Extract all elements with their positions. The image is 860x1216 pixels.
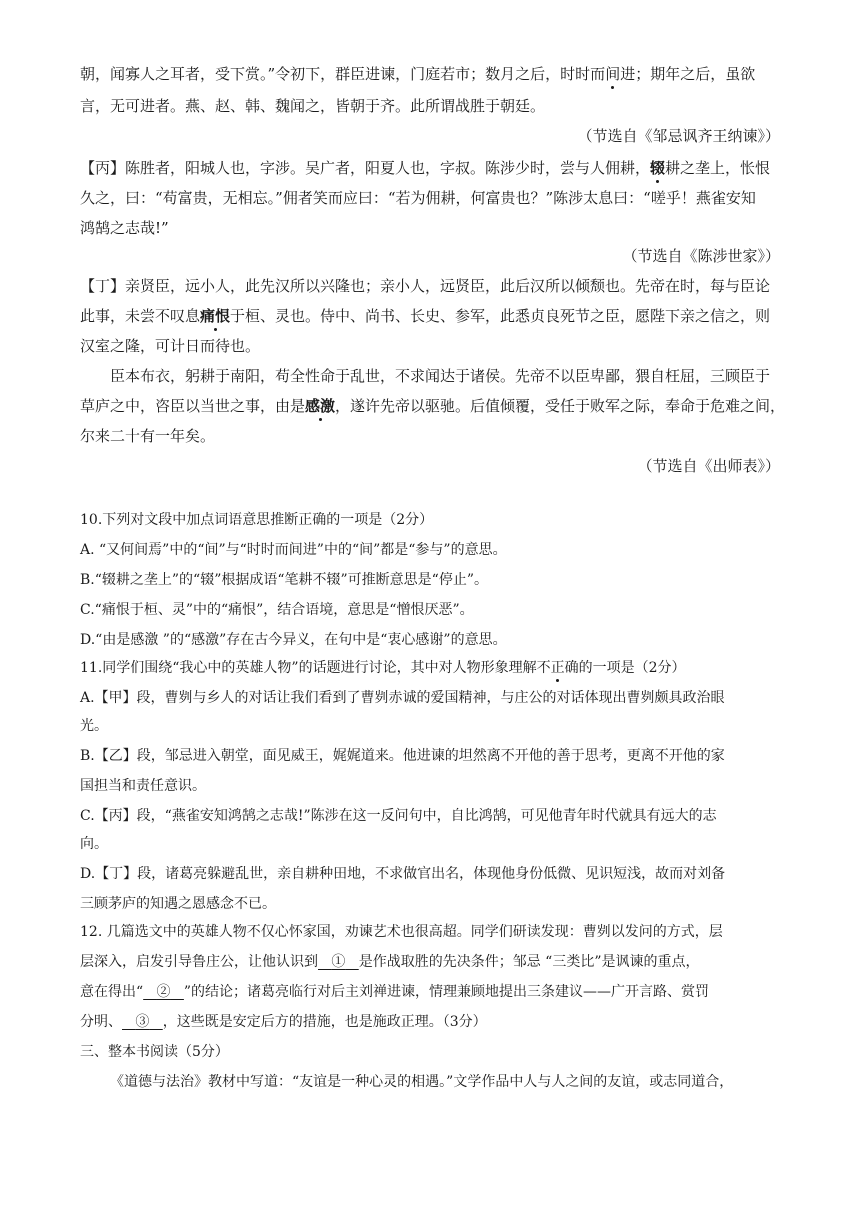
ding-source: （节选自《出师表》） (637, 457, 780, 475)
q11-option-c-line-2: 向。 (80, 836, 108, 852)
q10-stem: 10.下列对文段中加点词语意思推断正确的一项是（2分） (80, 512, 434, 528)
bing-line-1: 【丙】陈胜者，阳城人也，字涉。吴广者，阳夏人也，字叔。陈涉少时，尝与人佣耕，辍耕之垄上，怅恨 (80, 159, 771, 177)
ding-line-4: 臣本布衣，躬耕于南阳，苟全性命于乱世，不求闻达于诸侯。先帝不以臣卑鄙，猥自枉屈，三顾臣于 (110, 367, 771, 385)
q12-line-1: 12. 几篇选文中的英雄人物不仅心怀家国，劝谏艺术也很高超。同学们研读发现：曹刿以发问的方式，层 (80, 924, 723, 940)
jia-line-1: 朝，闻寡人之耳者，受下赏。”令初下，群臣进谏，门庭若市；数月之后，时时而间进；期年之后，虽欲 (80, 65, 756, 83)
bing-source: （节选自《陈涉世家》） (622, 247, 780, 265)
q12-line-3: 意在得出“ ② ”的结论；诸葛亮临行对后主刘禅进谏，情理兼顾地提出三条建议——广开言路、赏罚 (80, 984, 710, 1000)
ding-line-1: 【丁】亲贤臣，远小人，此先汉所以兴隆也；亲小人，远贤臣，此后汉所以倾颓也。先帝在时，每与臣论 (80, 277, 771, 295)
q11-stem: 11.同学们围绕“我心中的英雄人物”的话题进行讨论，其中对人物形象理解不正确的一项是（2分） (80, 660, 686, 676)
q10-option-c: C.“痛恨于桓、灵”中的“痛恨”，结合语境，意思是“憎恨厌恶”。 (80, 602, 474, 618)
dotted-word-ganji: 感激 (305, 397, 336, 415)
ding-line-2: 此事，未尝不叹息痛恨于桓、灵也。侍中、尚书、长史、参军，此悉贞良死节之臣，愿陛下亲之信之，则 (80, 307, 771, 325)
q10-option-d: D.“由是感激 ”的“感激”存在古今异义，在句中是“衷心感谢”的意思。 (80, 632, 507, 648)
ding-line-6: 尔来二十有一年矣。 (80, 427, 216, 445)
ding-line-5: 草庐之中，咨臣以当世之事，由是感激，遂许先帝以驱驰。后值倾覆，受任于败军之际，奉命于危难之间， (80, 397, 786, 415)
q11-option-c-line-1: C.【丙】段，“燕雀安知鸿鹄之志哉!”陈涉在这一反问句中，自比鸿鹄，可见他青年时代就具有远大的志 (80, 808, 717, 824)
q11-option-b-line-2: 国担当和责任意识。 (80, 778, 206, 794)
dotted-word-tonghen: 痛恨 (200, 307, 231, 325)
section-3-heading: 三、整本书阅读（5分） (80, 1044, 229, 1060)
blank-1[interactable]: ① (331, 954, 346, 970)
bing-line-2: 久之，曰：“苟富贵，无相忘。”佣者笑而应曰：“若为佣耕，何富贵也？”陈涉太息曰：“嗟乎！燕雀安知 (80, 189, 756, 207)
q10-option-a: A. “又何间焉”中的“间”与“时时而间进”中的“间”都是“参与”的意思。 (80, 542, 507, 558)
q12-line-4: 分明、 ③ ，这些既是安定后方的措施，也是施政正理。（3分） (80, 1014, 487, 1030)
bing-line-3: 鸿鹄之志哉!” (80, 219, 169, 237)
q11-option-a-line-1: A.【甲】段，曹刿与乡人的对话让我们看到了曹刿赤诚的爱国精神，与庄公的对话体现出曹刿颇具政治眼 (80, 690, 725, 706)
blank-2[interactable]: ② (156, 984, 171, 1000)
section-3-line-1: 《道德与法治》教材中写道：“友谊是一种心灵的相遇。”文学作品中人与人之间的友谊，或志同道合， (110, 1074, 734, 1090)
q12-line-2: 层深入，启发引导鲁庄公，让他认识到 ① 是作战取胜的先决条件；邹忌 “三类比”是讽谏的重点， (80, 954, 700, 970)
jia-source: （节选自《邹忌讽齐王纳谏》） (577, 127, 780, 145)
q11-option-d-line-1: D.【丁】段，诸葛亮躲避乱世，亲自耕种田地，不求做官出名，体现他身份低微、见识短浅，故而对刘备 (80, 866, 726, 882)
q11-option-a-line-2: 光。 (80, 718, 108, 734)
dotted-word-chuo: 辍 (650, 159, 666, 177)
q11-option-d-line-2: 三顾茅庐的知遇之恩感念不已。 (80, 896, 276, 912)
jia-line-2: 言，无可进者。燕、赵、韩、魏闻之，皆朝于齐。此所谓战胜于朝廷。 (80, 97, 546, 115)
dotted-phrase-bu-zhengque: 不正确 (536, 660, 579, 676)
dotted-word-jian: 间 (605, 65, 621, 83)
q10-option-b: B.“辍耕之垄上”的“辍”根据成语“笔耕不辍”可推断意思是“停止”。 (80, 572, 488, 588)
blank-3[interactable]: ③ (135, 1014, 150, 1030)
ding-line-3: 汉室之隆，可计日而待也。 (80, 337, 261, 355)
q11-option-b-line-1: B.【乙】段，邹忌进入朝堂，面见威王，娓娓道来。他进谏的坦然离不开他的善于思考，更离不开他的家 (80, 748, 725, 764)
